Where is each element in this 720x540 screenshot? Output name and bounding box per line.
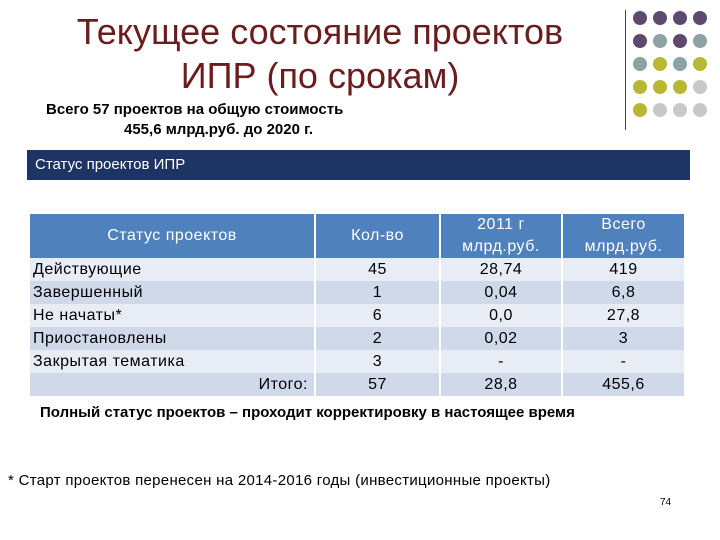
header-total: Всего млрд.руб. xyxy=(562,214,684,258)
table-header-row xyxy=(30,214,684,258)
decorative-dot xyxy=(693,11,707,25)
row-count: 1 xyxy=(315,281,440,304)
row-total: - xyxy=(562,350,684,373)
decorative-dot xyxy=(653,11,667,25)
row-total: 6,8 xyxy=(562,281,684,304)
row-name: Не начаты* xyxy=(30,304,315,327)
row-2011: 0,04 xyxy=(440,281,562,304)
decorative-divider xyxy=(625,10,626,130)
footnote: * Старт проектов перенесен на 2014-2016 годы (инвестиционные проекты) xyxy=(8,472,551,489)
row-2011: 28,8 xyxy=(440,373,562,396)
decorative-dot xyxy=(653,57,667,71)
row-total: 27,8 xyxy=(562,304,684,327)
table-row xyxy=(30,304,684,327)
table-row xyxy=(30,281,684,304)
row-2011: - xyxy=(440,350,562,373)
subtitle xyxy=(30,100,430,140)
row-count: 57 xyxy=(315,373,440,396)
row-name: Итого: xyxy=(30,373,315,396)
decorative-dot xyxy=(693,34,707,48)
header-status: Статус проектов xyxy=(30,214,315,258)
row-count: 45 xyxy=(315,258,440,281)
decorative-dot xyxy=(673,34,687,48)
decorative-dot xyxy=(633,103,647,117)
decorative-dot xyxy=(653,34,667,48)
row-total: 419 xyxy=(562,258,684,281)
row-name: Закрытая тематика xyxy=(30,350,315,373)
decorative-dot xyxy=(653,103,667,117)
decorative-dot xyxy=(673,11,687,25)
page-title xyxy=(30,10,610,98)
subtitle-line-1: Всего 57 проектов на общую стоимость xyxy=(46,101,344,118)
row-name: Приостановлены xyxy=(30,327,315,350)
row-count: 6 xyxy=(315,304,440,327)
title-line-1: Текущее состояние проектов xyxy=(76,11,564,52)
subtitle-line-2: 455,6 млрд.руб. до 2020 г. xyxy=(124,121,314,138)
decorative-dot xyxy=(693,80,707,94)
header-2011: 2011 г млрд.руб. xyxy=(440,214,562,258)
decorative-dot xyxy=(633,11,647,25)
decorative-dots xyxy=(632,10,720,130)
status-banner: Статус проектов ИПР xyxy=(27,150,690,180)
decorative-dot xyxy=(633,34,647,48)
decorative-dot xyxy=(653,80,667,94)
row-total: 3 xyxy=(562,327,684,350)
decorative-dot xyxy=(693,57,707,71)
row-count: 2 xyxy=(315,327,440,350)
row-2011: 0,02 xyxy=(440,327,562,350)
row-2011: 0,0 xyxy=(440,304,562,327)
table-row xyxy=(30,350,684,373)
decorative-dot xyxy=(673,103,687,117)
row-name: Завершенный xyxy=(30,281,315,304)
decorative-dot xyxy=(693,103,707,117)
decorative-dot xyxy=(673,80,687,94)
table-row xyxy=(30,327,684,350)
table-total-row xyxy=(30,373,684,396)
page-number: 74 xyxy=(660,497,672,508)
table-row xyxy=(30,258,684,281)
row-2011: 28,74 xyxy=(440,258,562,281)
decorative-dot xyxy=(633,57,647,71)
status-note: Полный статус проектов – проходит корректировку в настоящее время xyxy=(40,404,575,421)
row-name: Действующие xyxy=(30,258,315,281)
decorative-dot xyxy=(633,80,647,94)
header-count: Кол-во xyxy=(315,214,440,258)
title-line-2: ИПР (по срокам) xyxy=(180,55,460,96)
row-total: 455,6 xyxy=(562,373,684,396)
projects-table xyxy=(30,214,684,396)
decorative-dot xyxy=(673,57,687,71)
row-count: 3 xyxy=(315,350,440,373)
